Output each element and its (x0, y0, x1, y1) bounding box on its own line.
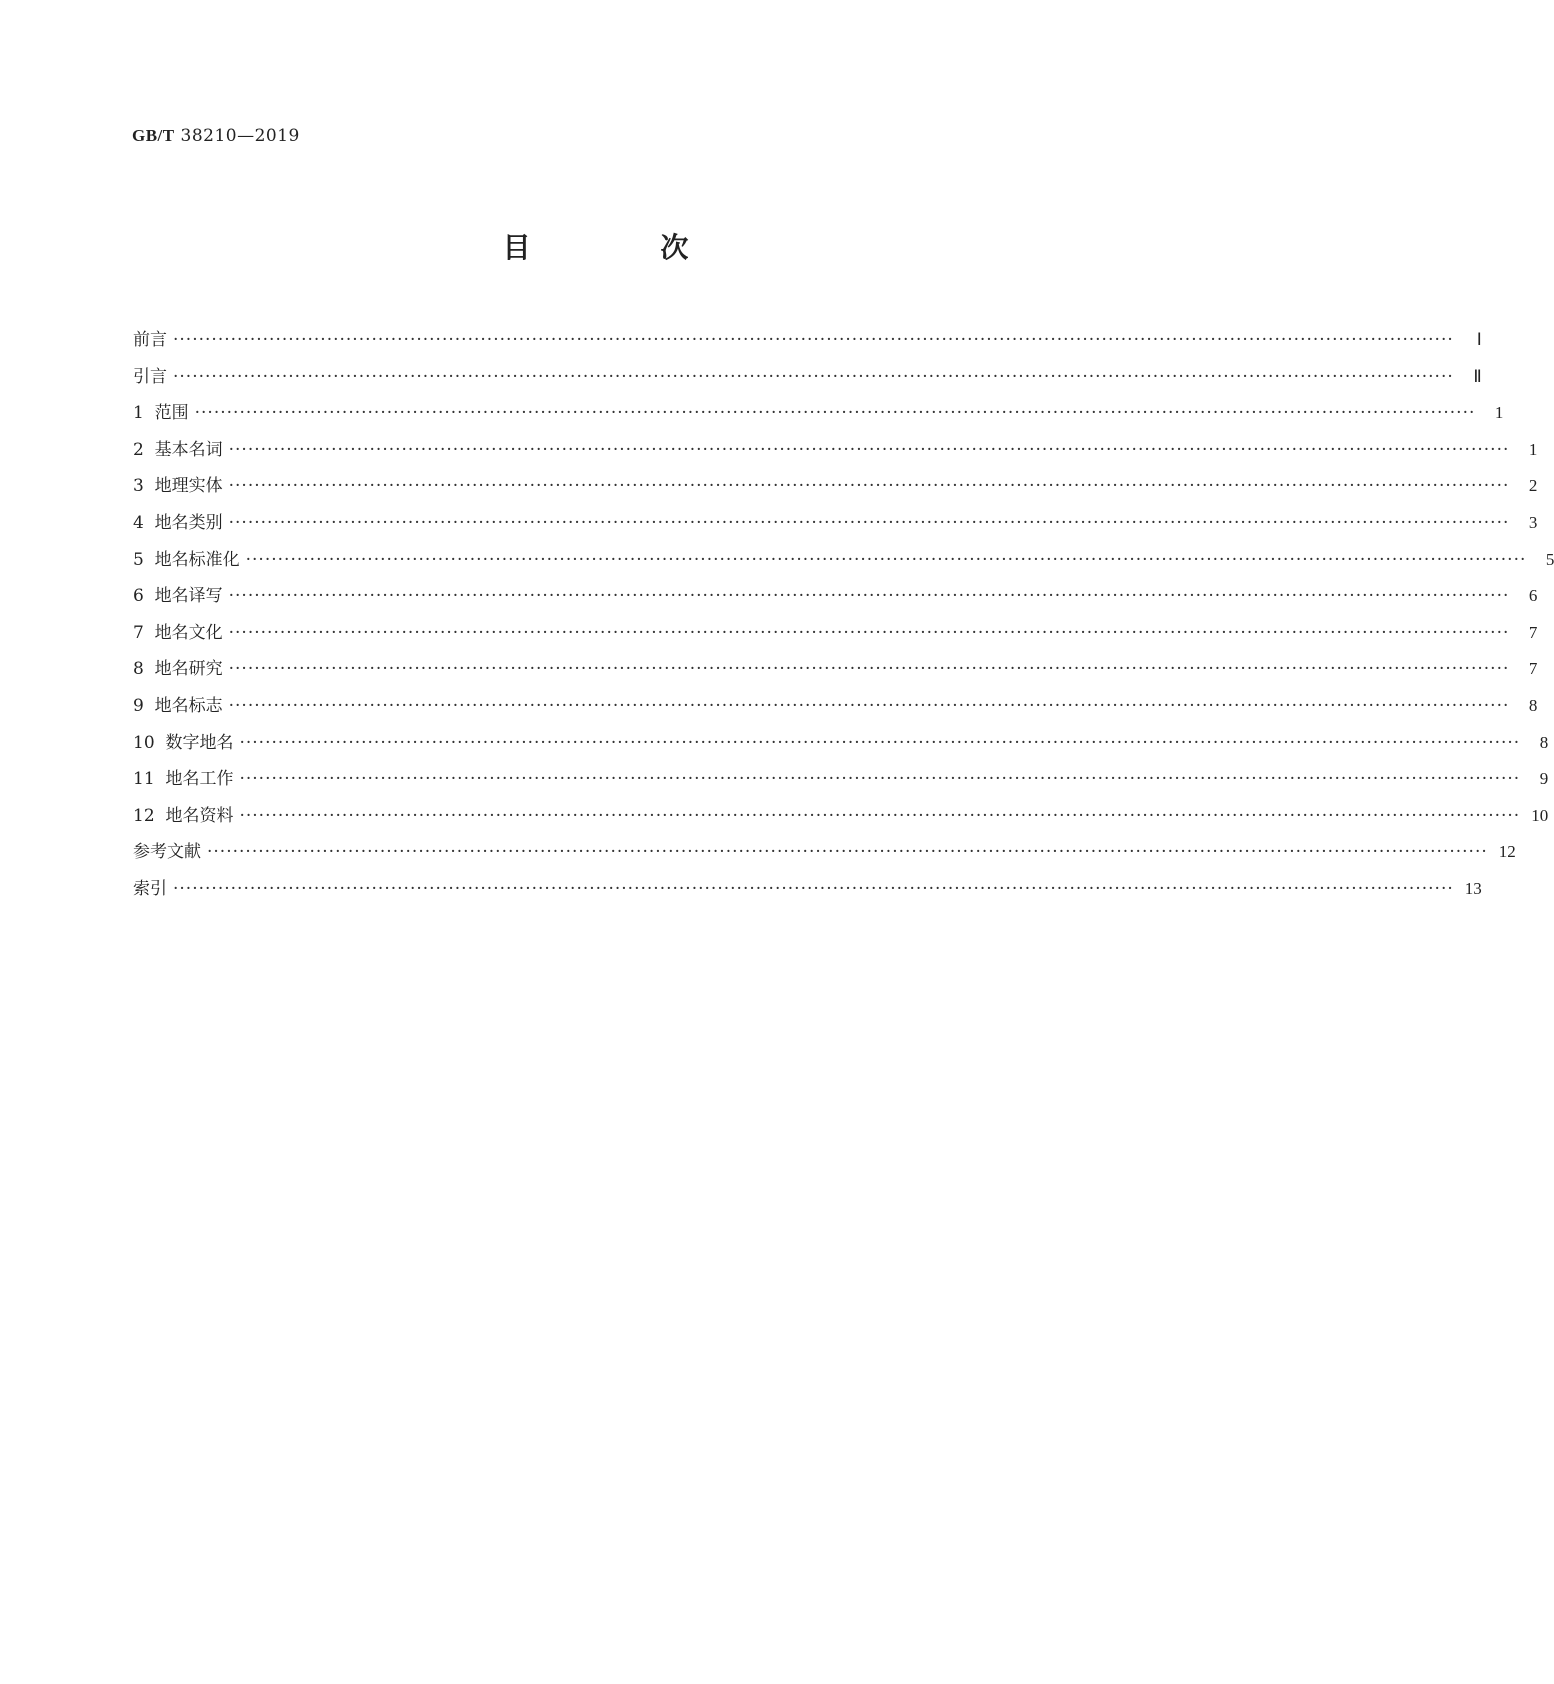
toc-entry[interactable] (133, 654, 1538, 691)
toc-entry-page: 8 (1528, 695, 1538, 715)
toc-leader-dots: ········································································································································································································ (239, 805, 1521, 826)
toc-leader-dots: ········································································································································································································ (245, 549, 1527, 570)
toc-entry-page: 13 (1464, 878, 1482, 898)
toc-entry-page: 10 (1531, 805, 1549, 825)
toc-entry-label: 参考文献 (133, 842, 201, 863)
toc-leader-dots: ········································································································································································································ (228, 659, 1510, 680)
toc-entry-page: 2 (1528, 476, 1538, 496)
standard-prefix: GB/T (132, 126, 175, 145)
toc-entry-page: 9 (1539, 769, 1549, 789)
toc-entry-page: 7 (1528, 622, 1538, 642)
toc-entry[interactable] (133, 545, 1554, 582)
toc-entry[interactable] (133, 398, 1504, 435)
toc-entry[interactable] (133, 837, 1516, 874)
toc-entry-page: Ⅰ (1476, 330, 1482, 349)
toc-leader-dots: ········································································································································································································ (194, 403, 1476, 424)
toc-leader-dots: ········································································································································································································ (228, 586, 1510, 607)
toc-entry-page: 8 (1539, 732, 1549, 752)
toc-entry-page: 5 (1545, 549, 1554, 569)
document-code (132, 126, 300, 146)
toc-entry-label: 3 地理实体 (133, 476, 223, 497)
toc-entry-label: 8 地名研究 (133, 659, 223, 680)
toc-entry-page: 6 (1528, 586, 1538, 606)
toc-entry-page: 7 (1528, 659, 1538, 679)
toc-entry-label: 12 地名资料 (133, 805, 234, 826)
toc-leader-dots: ········································································································································································································ (239, 769, 1521, 790)
toc-entry[interactable] (133, 728, 1549, 765)
toc-entry[interactable] (133, 801, 1549, 838)
toc-leader-dots: ········································································································································································································ (173, 366, 1454, 387)
toc-entry-label: 1 范围 (133, 403, 189, 424)
toc-entry-page: 1 (1528, 439, 1538, 459)
toc-entry-page: 12 (1498, 842, 1516, 862)
toc-title: 目 次 (502, 231, 749, 264)
toc-leader-dots: ········································································································································································································ (228, 439, 1510, 460)
toc-entry[interactable] (133, 362, 1482, 399)
toc-entry[interactable] (133, 874, 1482, 911)
toc-entry-label: 11 地名工作 (133, 769, 234, 790)
toc-leader-dots: ········································································································································································································ (228, 476, 1510, 497)
toc-entry-label: 9 地名标志 (133, 695, 223, 716)
toc-entry[interactable] (133, 435, 1538, 472)
toc-entry-page: Ⅱ (1473, 366, 1482, 386)
table-of-contents (133, 325, 1554, 911)
toc-leader-dots: ········································································································································································································ (228, 695, 1510, 716)
toc-entry[interactable] (133, 581, 1538, 618)
toc-leader-dots: ········································································································································································································ (207, 842, 1488, 863)
toc-entry-label: 5 地名标准化 (133, 549, 240, 570)
toc-entry-label: 4 地名类别 (133, 512, 223, 533)
toc-entry-label: 10 数字地名 (133, 732, 234, 753)
toc-entry-label: 2 基本名词 (133, 439, 223, 460)
toc-entry[interactable] (133, 325, 1482, 362)
toc-entry-page: 3 (1528, 512, 1538, 532)
toc-entry[interactable] (133, 764, 1549, 801)
toc-leader-dots: ········································································································································································································ (173, 878, 1454, 899)
standard-number: 38210—2019 (180, 126, 300, 146)
toc-entry[interactable] (133, 471, 1538, 508)
toc-entry[interactable] (133, 691, 1538, 728)
toc-leader-dots: ········································································································································································································ (173, 330, 1454, 350)
toc-entry-label: 引言 (133, 366, 167, 387)
toc-entry-label: 7 地名文化 (133, 622, 223, 643)
toc-leader-dots: ········································································································································································································ (239, 732, 1521, 753)
toc-leader-dots: ········································································································································································································ (228, 512, 1510, 533)
toc-entry-label: 6 地名译写 (133, 586, 223, 607)
toc-entry-page: 1 (1494, 403, 1504, 423)
toc-entry-label: 前言 (133, 330, 167, 350)
toc-entry-label: 索引 (133, 878, 167, 899)
toc-entry[interactable] (133, 618, 1538, 655)
toc-leader-dots: ········································································································································································································ (228, 622, 1510, 643)
toc-entry[interactable] (133, 508, 1538, 545)
